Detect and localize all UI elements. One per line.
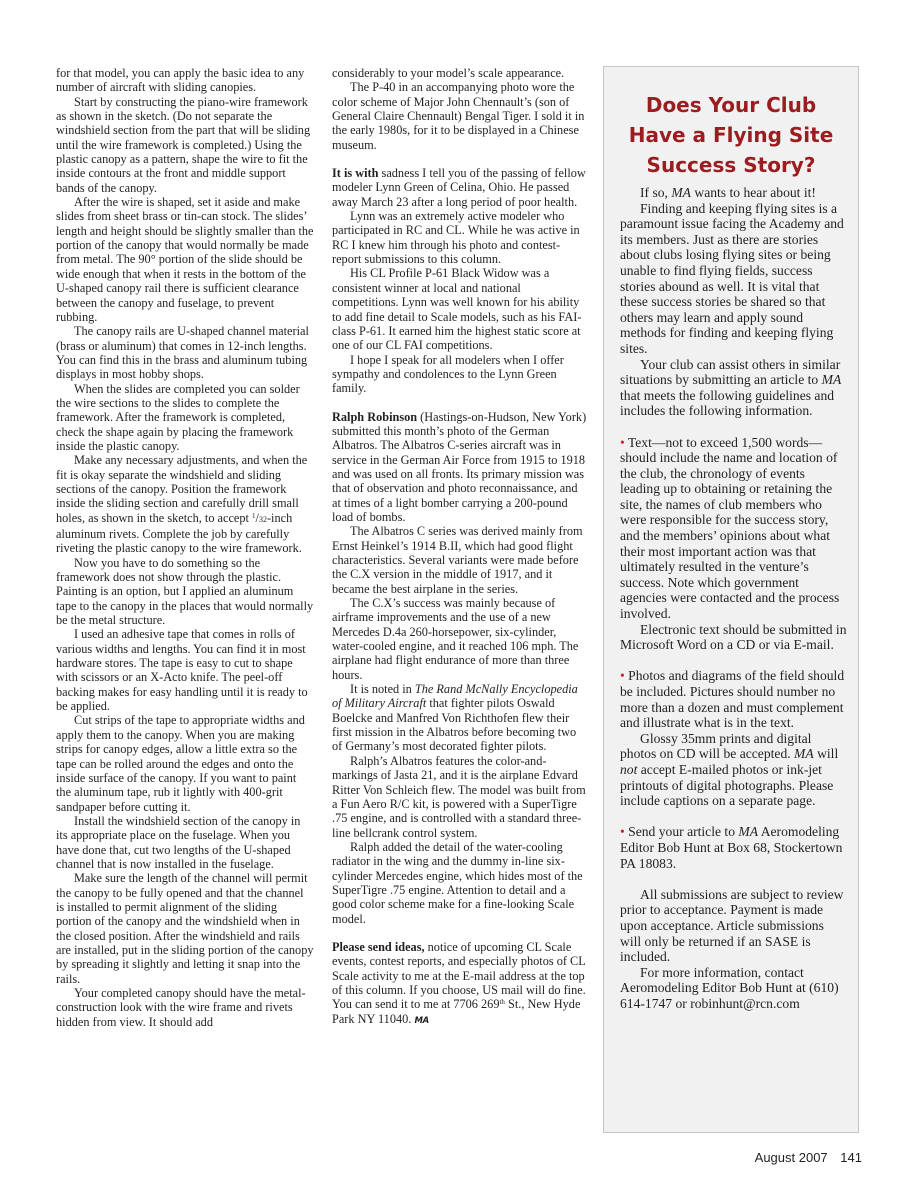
paragraph: Your completed canopy should have the metal-construction look with the wire frame and rivets hidden from view. It should add bbox=[56, 986, 306, 1029]
paragraph: Glossy 35mm prints and digital photos on CD will be accepted. MA will not accept E-mailed photos or ink-jet printouts of digital photographs. Please include captions on a separate page. bbox=[620, 730, 839, 809]
paragraph: Finding and keeping flying sites is a paramount issue facing the Academy and its members. Just as there are stories about clubs losing flying sites or being unable to find flying fields, success stories abound as well. It is vital that these success stories be shared so that others may learn and apply sound methods for finding and keeping flying sites. bbox=[620, 200, 844, 356]
paragraph: It is noted in The Rand McNally Encyclopedia of Military Aircraft that fighter pilots Oswald Boelcke and Manfred Von Richthofen flew their first mission in the Albatros before becoming two of Germany’s most decorated fighter pilots. bbox=[332, 682, 578, 754]
paragraph: His CL Profile P-61 Black Widow was a consistent winner at local and national competitions. Lynn was well known for his ability to add fine detail to Scale models, such as his FAI-class P-61. It earned him the highest static score at one of our CL FAI competitions. bbox=[332, 266, 582, 353]
paragraph: Ralph added the detail of the water-cooling radiator in the wing and the dummy in-line six-cylinder Mercedes engine, which hides most of the SuperTigre .75 engine. Attention to detail and a good color scheme make for a fine-looking Scale model. bbox=[332, 839, 583, 926]
bullet-icon: • bbox=[620, 434, 625, 450]
article-column-middle bbox=[332, 66, 588, 1028]
paragraph: The Albatros C series was derived mainly from Ernst Heinkel’s 1914 B.II, which had good flight characteristics. Several variants were made before the C.X version in the middle of 1917, and it became the best airplane in the series. bbox=[332, 524, 583, 596]
book-title: The Rand McNally Encyclopedia of Military Aircraft bbox=[332, 682, 578, 711]
paragraph: for that model, you can apply the basic idea to any number of aircraft with sliding canopies. bbox=[56, 66, 305, 95]
paragraph: Ralph’s Albatros features the color-and-markings of Jasta 21, and it is the airplane Edvard Ritter Von Schleich flew. The model was built from a Fun Aero R/C kit, is powered with a SuperTigre .75 engine, and is controlled with a standard three-line bellcrank control system. bbox=[332, 753, 586, 840]
bullet-icon: • bbox=[620, 824, 625, 840]
bullet-item: • Text—not to exceed 1,500 words—should include the name and location of the club, the chronology of events leading up to obtaining or retaining the site, the names of club members who were responsible for the success story, and the members’ opinions about what their most important action was that ultimately resulted in the venture’s success. Note which government agencies were contacted and the process involved. bbox=[620, 434, 840, 622]
paragraph: The P-40 in an accompanying photo wore the color scheme of Major John Chennault’s (son of General Claire Chennault) Bengal Tiger. I sold it in the early 1980s, for it to be displayed in a Chinese museum. bbox=[332, 80, 585, 152]
paragraph: Lynn was an extremely active modeler who participated in RC and CL. While he was active in RC I knew him through his photo and contest-report submissions to this column. bbox=[332, 209, 580, 267]
paragraph: Please send ideas, notice of upcoming CL Scale events, contest reports, and especially photos of CL Scale activity to me at the E-mail address at the top of this column. If you choose, US mail will do fine. You can send it to me at 7706 269th St., New Hyde Park NY 11040. MA bbox=[332, 939, 586, 1026]
paragraph: The canopy rails are U-shaped channel material (brass or aluminum) that comes in 12-inch lengths. You can find this in the brass and aluminum tubing displays in most hobby shops. bbox=[56, 324, 309, 382]
paragraph: All submissions are subject to review prior to acceptance. Payment is made upon acceptance. Article submissions will only be returned if an SASE is included. bbox=[620, 886, 844, 965]
paragraph: Make any necessary adjustments, and when the fit is okay separate the windshield and sliding sections of the canopy. Position the framework inside the sliding section and carefully drill small holes, as shown in the sketch, to accept $^1$/32-inch aluminum rivets. Complete the job by carefully riveting the plastic canopy to the wire framework. bbox=[56, 453, 308, 556]
sidebar-title: Does Your Club Have a Flying Site Success Story? bbox=[628, 93, 834, 177]
bullet-item: • Send your article to MA Aeromodeling Editor Bob Hunt at Box 68, Stockertown PA 18083. bbox=[620, 824, 843, 871]
paragraph: After the wire is shaped, set it aside and make slides from sheet brass or tin-can stock. The slides’ length and height should be slightly smaller than the portion of the canopy that would normally be made from metal. The 90° portion of the slide should be wide enough that when it rests in the bottom of the U-shaped canopy rail there is sufficient clearance between the canopy and fuselage, to prevent rubbing. bbox=[56, 195, 314, 324]
paragraph: Ralph Robinson (Hastings-on-Hudson, New York) submitted this month’s photo of the German Albatros. The Albatros C-series aircraft was in service in the German Air Force from 1915 to 1918 and was used on all fronts. Its primary mission was that of observation and photo reconnaissance, and at times of a light bomber carrying a 200-pound load of bombs. bbox=[332, 409, 587, 524]
paragraph: Cut strips of the tape to appropriate widths and apply them to the canopy. When you are making strips for canopy edges, allow a little extra so the tape can be rolled around the edges and onto the inside surface of the canopy. If you want to paint the aluminum tape, rub it lightly with 400-grit sandpaper before cutting it. bbox=[56, 713, 305, 814]
lead-in: It is with bbox=[332, 166, 379, 181]
page-number: 141 bbox=[840, 1150, 862, 1165]
lead-in: Please send ideas, bbox=[332, 939, 425, 954]
article-column-left bbox=[56, 66, 314, 1029]
paragraph: Your club can assist others in similar situations by submitting an article to MA that meets the following guidelines and includes the following information. bbox=[620, 356, 842, 419]
paragraph: Now you have to do something so the framework does not show through the plastic. Painting is an option, but I applied an aluminum tape to the canopy in the places that would normally be the metal structure. bbox=[56, 555, 314, 628]
page-footer bbox=[755, 1150, 862, 1165]
paragraph: I hope I speak for all modelers when I offer sympathy and condolences to the Lynn Green family. bbox=[332, 352, 564, 396]
bullet-item: • Photos and diagrams of the field should be included. Pictures should number no more than a dozen and must complement and illustrate what is in the text. bbox=[620, 668, 845, 731]
paragraph: I used an adhesive tape that comes in rolls of various widths and lengths. You can find it in most hardware stores. The tape is easy to cut to shape with scissors or an X-Acto knife. The peel-off backing makes for easy handling until it is ready to be applied. bbox=[56, 627, 308, 714]
flying-site-sidebar bbox=[603, 66, 859, 1133]
paragraph: It is with sadness I tell you of the passing of fellow modeler Lynn Green of Celina, Ohio. He passed away March 23 after a long period of poor health. bbox=[332, 166, 586, 209]
lead-in: Ralph Robinson bbox=[332, 409, 418, 424]
fraction-denominator: 32 bbox=[258, 514, 267, 524]
bullet-icon: • bbox=[620, 668, 625, 684]
paragraph: Install the windshield section of the canopy in its appropriate place on the fuselage. When you have done that, cut two lengths of the U-shaped channel that is now installed in the fuselage. bbox=[56, 813, 301, 871]
paragraph: Make sure the length of the channel will permit the canopy to be fully opened and that the channel is installed to permit alignment of the sliding portion of the canopy and the windshield when in the closed position. After the windshield and rails are installed, put in the sliding portion of the canopy by spreading it slightly and letting it snap into the rails. bbox=[56, 871, 314, 986]
sidebar-body bbox=[620, 185, 848, 1011]
paragraph: Start by constructing the piano-wire framework as shown in the sketch. (Do not separate the windshield section from the part that will be sliding until the wire framework is completed.) Using the plastic canopy as a pattern, shape the wire to fit the inside contours at the front and middle support bands of the canopy. bbox=[56, 94, 311, 195]
paragraph: The C.X’s success was mainly because of airframe improvements and the use of a new Mercedes D.4a 260-horsepower, six-cylinder, water-cooled engine, and it reached 106 mph. The airplane had flight endurance of more than three hours. bbox=[332, 596, 579, 682]
paragraph: Electronic text should be submitted in Microsoft Word on a CD or via E-mail. bbox=[620, 621, 847, 653]
fraction-numerator: 1 bbox=[252, 511, 256, 520]
issue-date: August 2007 bbox=[754, 1150, 828, 1165]
paragraph: When the slides are completed you can solder the wire sections to the slides to complete the framework. After the framework is completed, check the shape again by placing the framework inside the plastic canopy. bbox=[56, 381, 300, 453]
paragraph: considerably to your model’s scale appearance. bbox=[332, 66, 565, 80]
paragraph: For more information, contact Aeromodeling Editor Bob Hunt at (610) 614-1747 or robinhunt@rcn.com bbox=[620, 964, 839, 1011]
paragraph: If so, MA wants to hear about it! bbox=[640, 185, 816, 200]
ma-end-mark: MA bbox=[414, 1015, 429, 1026]
